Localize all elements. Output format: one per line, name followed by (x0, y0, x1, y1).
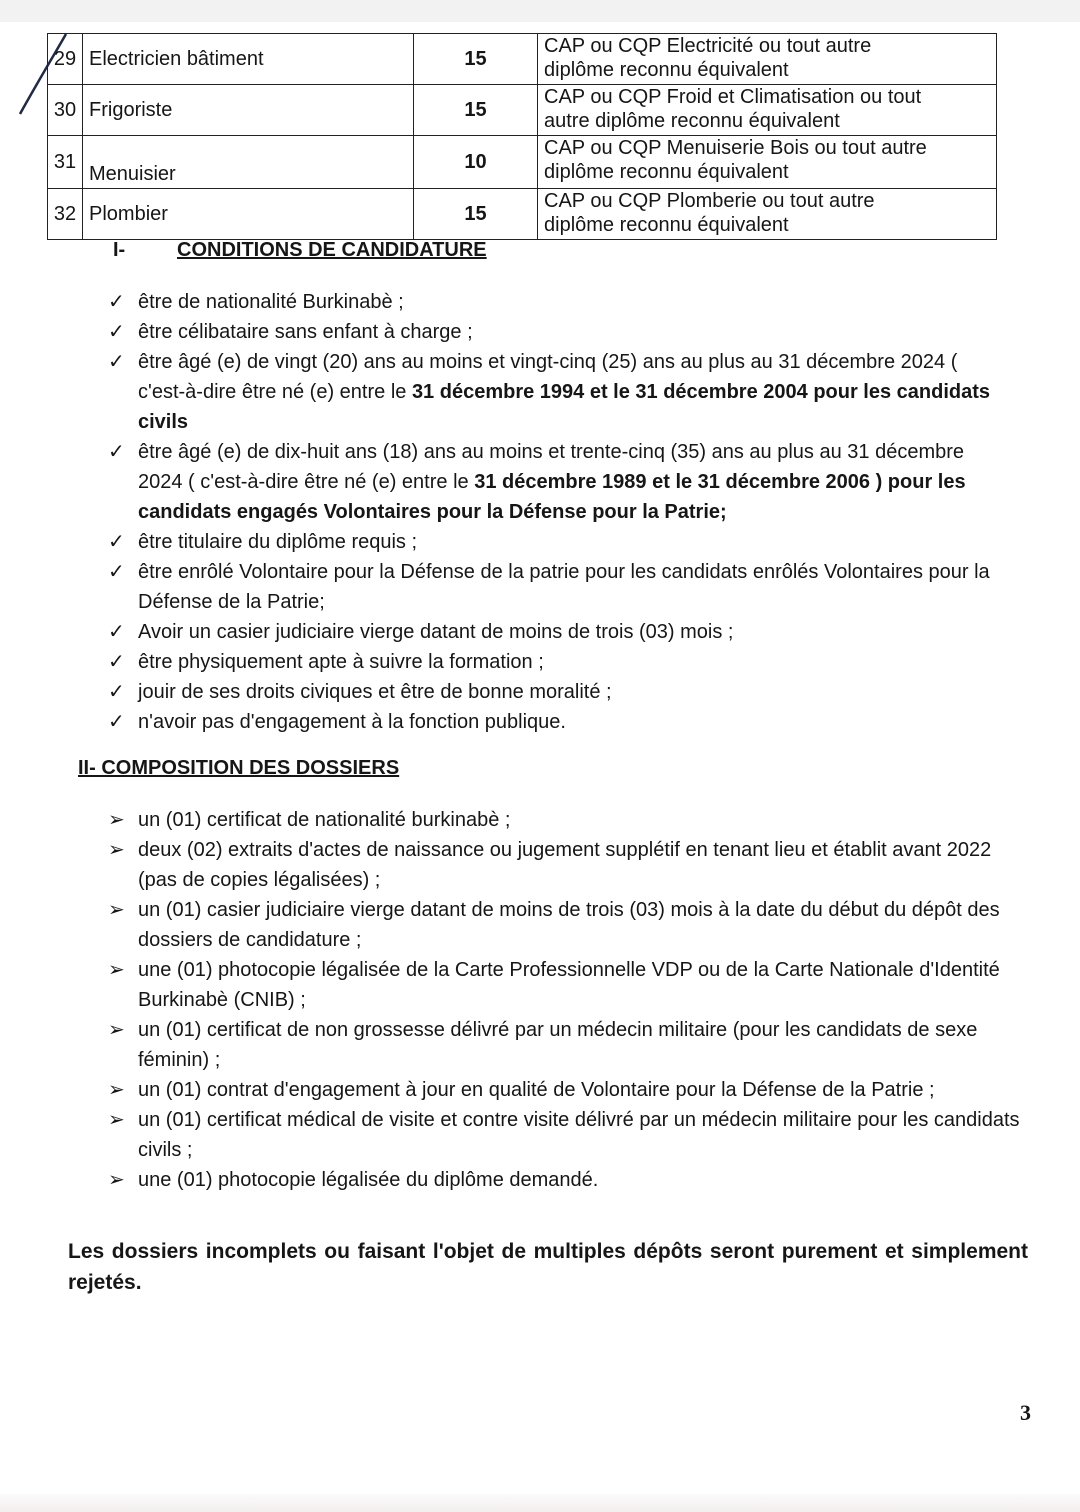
item-text: une (01) photocopie légalisée du diplôme demandé. (138, 1169, 599, 1191)
item-text: deux (02) extraits d'actes de naissance ou jugement supplétif en tenant lieu et établit avant 2022 (pas de copies légalisées) ; (138, 839, 992, 891)
item-text: être célibataire sans enfant à charge ; (138, 321, 473, 343)
item-text: un (01) certificat de nationalité burkinabè ; (138, 809, 511, 831)
item-text: être âgé (e) de vingt (20) ans au moins et vingt-cinq (25) ans au plus au 31 décembre 2024 ( c'est-à-dire être né (e) entre le (138, 351, 958, 403)
checkmark-icon: ✓ (108, 531, 125, 553)
checkmark-icon: ✓ (108, 291, 125, 313)
job-title: Electricien bâtiment (83, 34, 414, 85)
diploma-line: CAP ou CQP Menuiserie Bois ou tout autre (544, 137, 927, 159)
condition-item (108, 437, 1008, 527)
arrow-bullet-icon: ➢ (108, 839, 125, 861)
item-text: jouir de ses droits civiques et être de bonne moralité ; (138, 681, 612, 703)
item-text: n'avoir pas d'engagement à la fonction publique. (138, 711, 566, 733)
document-item (108, 805, 1028, 835)
item-text: être enrôlé Volontaire pour la Défense de la patrie pour les candidats enrôlés Volontaires pour la Défense de la Patrie; (138, 561, 990, 613)
table-row (48, 189, 997, 240)
arrow-bullet-icon: ➢ (108, 1019, 125, 1041)
scan-bottom-edge (0, 1494, 1080, 1512)
position-count: 15 (414, 189, 538, 240)
table-row (48, 85, 997, 136)
conditions-list (108, 287, 1008, 737)
checkmark-icon: ✓ (108, 651, 125, 673)
row-number: 32 (48, 189, 83, 240)
section-heading-conditions (113, 239, 487, 262)
required-diploma (538, 189, 997, 240)
row-number: 29 (48, 34, 83, 85)
row-number: 31 (48, 136, 83, 189)
checkmark-icon: ✓ (108, 321, 125, 343)
arrow-bullet-icon: ➢ (108, 1079, 125, 1101)
document-item (108, 895, 1028, 955)
diploma-line: diplôme reconnu équivalent (544, 59, 789, 81)
document-item (108, 955, 1028, 1015)
table-row (48, 34, 997, 85)
jobs-table (47, 33, 997, 240)
position-count: 15 (414, 34, 538, 85)
section-heading-documents: II- COMPOSITION DES DOSSIERS (78, 757, 400, 779)
scan-top-edge (0, 0, 1080, 22)
arrow-bullet-icon: ➢ (108, 959, 125, 981)
item-text: un (01) casier judiciaire vierge datant de moins de trois (03) mois à la date du début du dépôt des dossiers de candidature ; (138, 899, 1000, 951)
arrow-bullet-icon: ➢ (108, 809, 125, 831)
condition-item (108, 317, 1008, 347)
document-item (108, 1075, 1028, 1105)
job-title: Plombier (83, 189, 414, 240)
row-number: 30 (48, 85, 83, 136)
item-text: 31 décembre 1994 et le 31 décembre 2004 pour les candidats civils (138, 381, 991, 433)
rejection-notice: Les dossiers incomplets ou faisant l'objet de multiples dépôts seront purement et simplement rejetés. (68, 1240, 1028, 1294)
item-text: un (01) contrat d'engagement à jour en qualité de Volontaire pour la Défense de la Patrie ; (138, 1079, 935, 1101)
item-text: un (01) certificat de non grossesse délivré par un médecin militaire (pour les candidats de sexe féminin) ; (138, 1019, 978, 1071)
checkmark-icon: ✓ (108, 561, 125, 583)
arrow-bullet-icon: ➢ (108, 1169, 125, 1191)
condition-item (108, 557, 1008, 617)
diploma-line: CAP ou CQP Froid et Climatisation ou tout (544, 86, 922, 108)
required-diploma (538, 34, 997, 85)
checkmark-icon: ✓ (108, 441, 125, 463)
arrow-bullet-icon: ➢ (108, 1109, 125, 1131)
job-title: Menuisier (83, 136, 414, 189)
document-item (108, 1165, 1028, 1195)
document-item (108, 1105, 1028, 1165)
item-text: être âgé (e) de dix-huit ans (18) ans au moins et trente-cinq (35) ans au plus au 31 décembre 2024 ( c'est-à-dire être né (e) entre le (138, 441, 965, 493)
checkmark-icon: ✓ (108, 681, 125, 703)
diploma-line: CAP ou CQP Electricité ou tout autre (544, 35, 872, 57)
item-text: être de nationalité Burkinabè ; (138, 291, 404, 313)
table-row (48, 136, 997, 189)
section-numeral: I- (113, 239, 126, 261)
checkmark-icon: ✓ (108, 711, 125, 733)
diploma-line: diplôme reconnu équivalent (544, 161, 789, 183)
document-item (108, 835, 1028, 895)
item-text: Avoir un casier judiciaire vierge datant de moins de trois (03) mois ; (138, 621, 734, 643)
job-title: Frigoriste (83, 85, 414, 136)
section-title: CONDITIONS DE CANDIDATURE (177, 239, 487, 261)
required-diploma (538, 136, 997, 189)
condition-item (108, 287, 1008, 317)
item-text: être physiquement apte à suivre la formation ; (138, 651, 544, 673)
diploma-line: diplôme reconnu équivalent (544, 214, 789, 236)
condition-item (108, 707, 1008, 737)
checkmark-icon: ✓ (108, 351, 125, 373)
arrow-bullet-icon: ➢ (108, 899, 125, 921)
condition-item (108, 647, 1008, 677)
condition-item (108, 617, 1008, 647)
checkmark-icon: ✓ (108, 621, 125, 643)
position-count: 15 (414, 85, 538, 136)
diploma-line: autre diplôme reconnu équivalent (544, 110, 840, 132)
document-item (108, 1015, 1028, 1075)
page-number: 3 (1020, 1400, 1031, 1425)
item-text: 31 décembre 1989 et le 31 décembre 2006 ) pour les candidats engagés Volontaires pour la Défense pour la Patrie; (138, 471, 966, 523)
item-text: une (01) photocopie légalisée de la Carte Professionnelle VDP ou de la Carte Nationale d'Identité Burkinabè (CNIB) ; (138, 959, 1000, 1011)
documents-list (108, 805, 1028, 1195)
condition-item (108, 527, 1008, 557)
item-text: être titulaire du diplôme requis ; (138, 531, 418, 553)
item-text: un (01) certificat médical de visite et contre visite délivré par un médecin militaire pour les candidats civils ; (138, 1109, 1020, 1161)
diploma-line: CAP ou CQP Plomberie ou tout autre (544, 190, 875, 212)
condition-item (108, 677, 1008, 707)
condition-item (108, 347, 1008, 437)
required-diploma (538, 85, 997, 136)
position-count: 10 (414, 136, 538, 189)
